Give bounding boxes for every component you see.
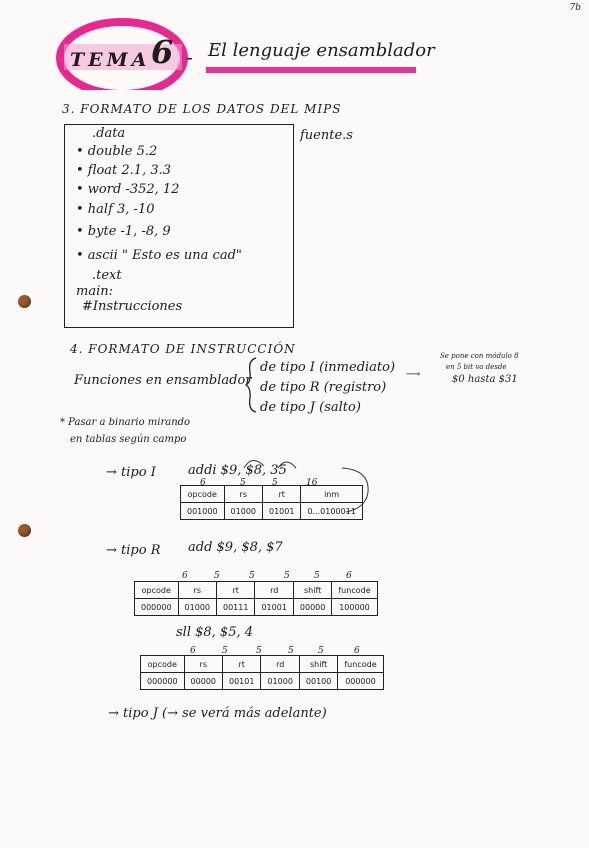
field-header: shift bbox=[293, 582, 331, 599]
bit-width: 6 bbox=[200, 478, 206, 488]
table-value-row bbox=[141, 673, 384, 690]
note-line: en tablas según campo bbox=[70, 434, 187, 445]
tema-label: TEMA bbox=[70, 49, 151, 71]
code-line: • byte -1, -8, 9 bbox=[76, 224, 171, 239]
tema-number: 6 bbox=[151, 33, 174, 71]
bit-width: 5 bbox=[288, 646, 294, 656]
arrow: ⟶ bbox=[406, 369, 421, 380]
tipo-i-instruction: addi $9, $8, 35 bbox=[188, 463, 287, 478]
field-header: rt bbox=[223, 656, 261, 673]
bit-width: 5 bbox=[240, 478, 246, 488]
field-value: 100000 bbox=[332, 599, 377, 616]
field-value: 000000 bbox=[338, 673, 383, 690]
page-number: 7b bbox=[569, 3, 581, 13]
bit-width: 5 bbox=[249, 571, 255, 581]
tipo-list-item: de tipo I (inmediato) bbox=[260, 360, 396, 375]
code-line: • word -352, 12 bbox=[76, 182, 180, 197]
tipo-list-item: de tipo J (salto) bbox=[260, 400, 361, 415]
table-header-row bbox=[135, 582, 378, 599]
bit-width: 5 bbox=[314, 571, 320, 581]
field-header: rs bbox=[184, 656, 222, 673]
field-value: 00100 bbox=[299, 673, 337, 690]
margin-note: Se pone con módulo 8 bbox=[440, 352, 519, 360]
tema-subtitle: El lenguaje ensamblador bbox=[208, 40, 435, 61]
field-header: shift bbox=[299, 656, 337, 673]
field-header: opcode bbox=[141, 656, 185, 673]
code-line: #Instrucciones bbox=[82, 299, 183, 314]
tipo-r-instruction: add $9, $8, $7 bbox=[188, 540, 283, 555]
field-header: inm bbox=[301, 486, 362, 503]
field-header: rd bbox=[255, 582, 293, 599]
bit-width: 5 bbox=[214, 571, 220, 581]
binder-hole bbox=[18, 524, 31, 537]
bit-width: 6 bbox=[346, 571, 352, 581]
field-value: 01001 bbox=[255, 599, 293, 616]
field-value: 00101 bbox=[223, 673, 261, 690]
field-header: rt bbox=[263, 486, 301, 503]
binder-hole bbox=[18, 295, 31, 308]
field-header: funcode bbox=[338, 656, 383, 673]
bit-width: 16 bbox=[306, 478, 318, 488]
margin-note: en 5 bit va desde bbox=[446, 363, 507, 371]
margin-note: $0 hasta $31 bbox=[452, 374, 518, 385]
tipo-j-label: → tipo J (→ se verá más adelante) bbox=[108, 706, 327, 721]
title-dash: - bbox=[186, 45, 193, 69]
field-value: 000000 bbox=[141, 673, 185, 690]
field-value: 00111 bbox=[217, 599, 255, 616]
field-header: rs bbox=[178, 582, 216, 599]
section4-heading: 4. FORMATO DE INSTRUCCIÓN bbox=[70, 342, 296, 356]
code-line: .data bbox=[92, 126, 126, 141]
section3-heading: 3. FORMATO DE LOS DATOS DEL MIPS bbox=[62, 102, 342, 116]
field-header: opcode bbox=[181, 486, 225, 503]
bit-width: 5 bbox=[318, 646, 324, 656]
field-value: 01000 bbox=[261, 673, 299, 690]
field-header: rd bbox=[261, 656, 299, 673]
sll-instruction: sll $8, $5, 4 bbox=[176, 625, 254, 640]
tipo-i-label: → tipo I bbox=[106, 465, 156, 480]
field-header: rs bbox=[224, 486, 262, 503]
field-value: 0...0100011 bbox=[301, 503, 362, 520]
bit-width: 5 bbox=[256, 646, 262, 656]
field-value: 00000 bbox=[293, 599, 331, 616]
code-line: • double 5.2 bbox=[76, 144, 158, 159]
table-header-row bbox=[141, 656, 384, 673]
field-header: opcode bbox=[135, 582, 179, 599]
bit-width: 6 bbox=[190, 646, 196, 656]
field-header: funcode bbox=[332, 582, 377, 599]
tipo-list-item: de tipo R (registro) bbox=[260, 380, 387, 395]
brace bbox=[244, 356, 260, 414]
bit-width: 6 bbox=[182, 571, 188, 581]
code-line: • float 2.1, 3.3 bbox=[76, 163, 172, 178]
table-value-row bbox=[135, 599, 378, 616]
funciones-label: Funciones en ensamblador bbox=[74, 373, 252, 388]
tipo-r-table bbox=[134, 581, 378, 616]
code-line: • half 3, -10 bbox=[76, 202, 155, 217]
bit-width: 5 bbox=[284, 571, 290, 581]
code-line: main: bbox=[76, 284, 113, 299]
field-value: 01001 bbox=[263, 503, 301, 520]
field-header: rt bbox=[217, 582, 255, 599]
bit-width: 6 bbox=[354, 646, 360, 656]
note-line: * Pasar a binario mirando bbox=[60, 417, 191, 428]
sll-table bbox=[140, 655, 384, 690]
bit-width: 5 bbox=[272, 478, 278, 488]
field-value: 001000 bbox=[181, 503, 225, 520]
field-value: 01000 bbox=[224, 503, 262, 520]
side-note: fuente.s bbox=[300, 128, 353, 143]
tipo-r-label: → tipo R bbox=[106, 543, 161, 558]
bit-width: 5 bbox=[222, 646, 228, 656]
field-value: 01000 bbox=[178, 599, 216, 616]
code-line: .text bbox=[92, 268, 122, 283]
field-value: 00000 bbox=[184, 673, 222, 690]
field-value: 000000 bbox=[135, 599, 179, 616]
code-line: • ascii " Esto es una cad" bbox=[76, 248, 242, 263]
mapping-arrows bbox=[230, 446, 380, 520]
